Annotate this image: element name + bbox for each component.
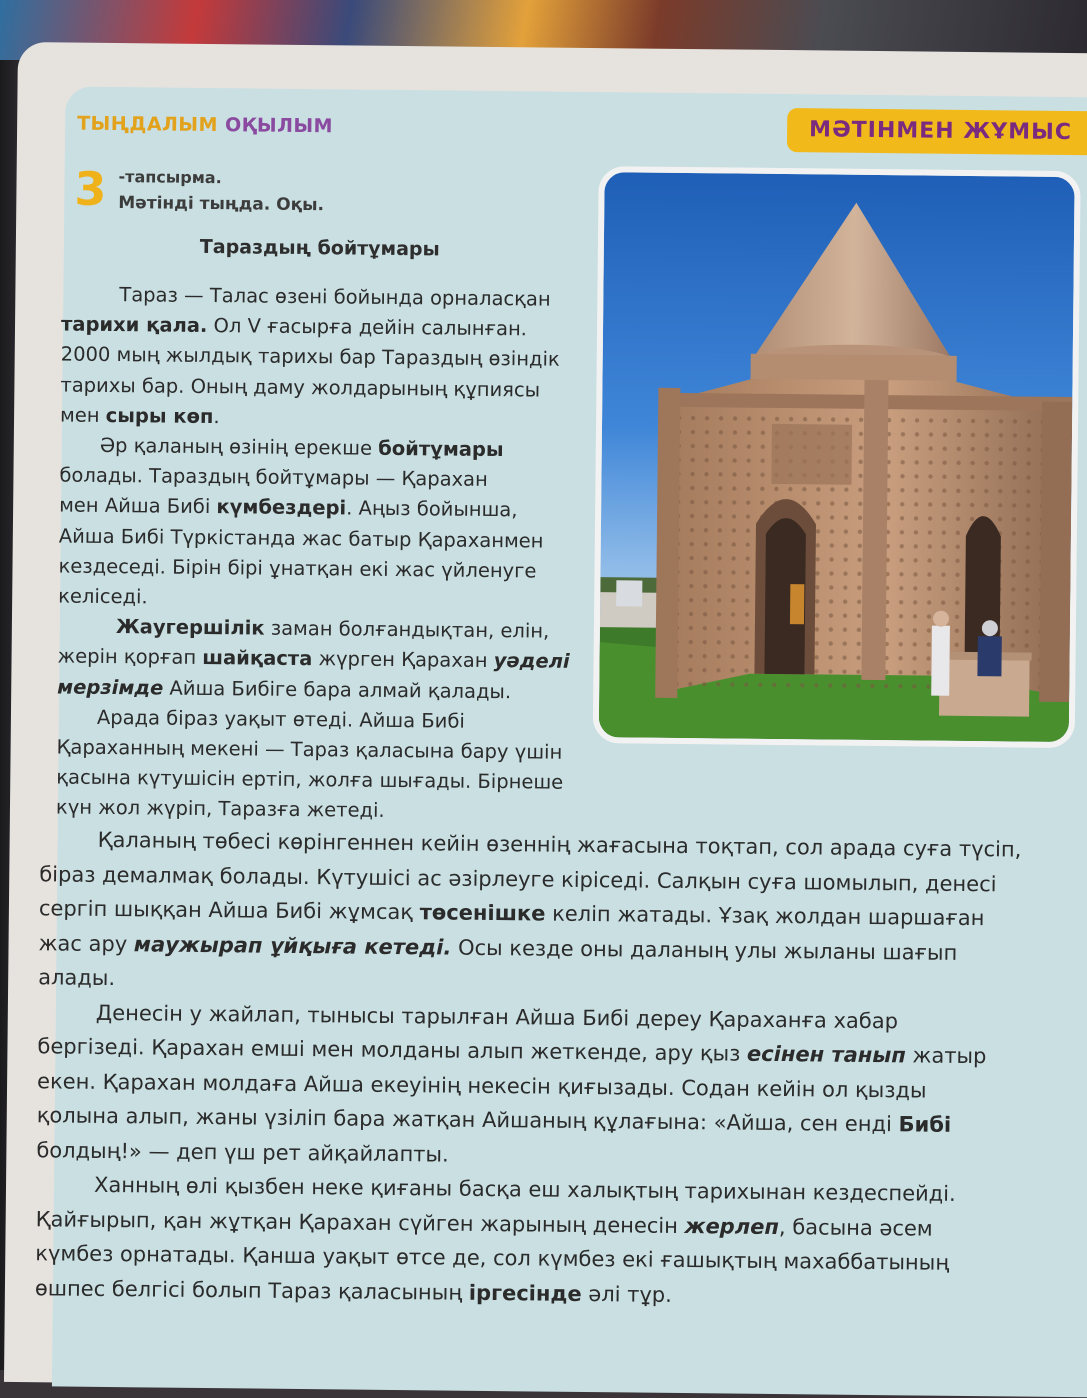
paragraph-column-full <box>35 822 1022 1315</box>
mausoleum-photo <box>593 166 1081 748</box>
text-segment: заман болғандықтан, елін, <box>264 616 550 643</box>
text-segment: Әр қаланың өзінің ерекше <box>99 433 379 460</box>
text-segment: келіседі. <box>58 584 148 609</box>
text-line <box>57 642 569 678</box>
text-segment: келіп жатады. Ұзақ жолдан шаршаған <box>545 901 985 931</box>
text-segment: бергізеді. Қарахан емші мен молданы алып жеткенде, ару қыз <box>37 1034 748 1066</box>
text-segment: Тараз — Талас өзені бойында орналасқан <box>119 283 551 311</box>
bold-term: Бибі <box>898 1112 952 1137</box>
text-segment: , басына әсем <box>778 1214 933 1241</box>
text-segment: 2000 мың жылдық тарихы бар Тараздың өзіндік <box>60 342 560 372</box>
text-segment: Қаланың төбесі көрінгеннен кейін өзеннің жағасына тоқтап, сол арада суға түсіп, <box>97 827 1022 862</box>
text-segment: болады. Тараздың бойтұмары — Қарахан <box>59 463 488 492</box>
text-segment: қолына алып, жаны үзіліп бара жатқан Айшаның құлағына: «Айша, сен енді <box>36 1103 899 1137</box>
text-segment: жатыр <box>905 1043 987 1069</box>
task-number: 3 <box>74 161 107 216</box>
paragraph-column-left <box>56 279 574 828</box>
textbook-page <box>4 42 1087 1393</box>
text-segment: алады. <box>38 965 116 991</box>
bold-term: шайқаста <box>202 646 313 671</box>
mausoleum-illustration <box>599 172 1075 742</box>
text-segment: . <box>213 404 220 428</box>
text-segment: күн жол жүріп, Таразға жетеді. <box>55 795 385 823</box>
text-segment: сергіп шыққан Айша Бибі жұмсақ <box>38 896 420 925</box>
text-segment: Ханның өлі қызбен неке қиғаны басқа еш халықтың тарихынан кездеспейді. <box>93 1172 956 1206</box>
text-segment: Айша Бибі Түркістанда жас батыр Қараханмен <box>58 524 544 553</box>
text-segment: әлі тұр. <box>581 1281 672 1307</box>
section-label-reading: ОҚЫЛЫМ <box>224 114 334 138</box>
text-segment: жерін қорғап <box>57 644 203 670</box>
text-segment: біраз демалмақ болады. Күтушісі ас әзірлеуге кіріседі. Салқын суға шомылып, денесі <box>39 861 997 896</box>
text-segment: Қайғырып, қан жұтқан Қарахан сүйген жарының денесін <box>35 1206 685 1238</box>
text-segment: Осы кезде оны даланың улы жыланы шағып <box>451 935 958 965</box>
section-label <box>77 113 333 138</box>
bold-term: Жаугершілік <box>115 615 265 640</box>
text-segment: Арада біраз уақыт өтеді. Айша Бибі <box>96 705 465 733</box>
text-title: Тараздың бойтұмары <box>199 235 440 261</box>
text-segment: Ол V ғасырға дейін салынған. <box>207 314 528 341</box>
italic-term: есінен танып <box>746 1041 906 1068</box>
bold-term: іргесінде <box>468 1280 582 1306</box>
bold-term: күмбездері <box>216 495 347 520</box>
text-line <box>61 340 573 376</box>
text-segment: күмбез орнатады. Қанша уақыт өтсе де, сол күмбез екі ғашықтың махаббатының <box>35 1241 950 1275</box>
italic-term: мерзімде <box>57 675 164 700</box>
text-segment: өшпес белгісі болып Тараз қаласының <box>34 1275 469 1305</box>
text-segment: жүрген Қарахан <box>312 647 494 673</box>
text-segment: мен <box>59 403 106 427</box>
section-label-listening: ТЫҢДАЛЫМ <box>77 112 219 137</box>
text-segment: екен. Қарахан молдаға Айша екеуінің некесін қиғызады. Содан кейін ол қызды <box>36 1068 927 1103</box>
text-segment: Қараханның мекені — Тараз қаласына бару үшін <box>56 735 563 764</box>
italic-term: маужырап ұйқыға кетеді. <box>133 931 452 960</box>
text-segment: Денесін у жайлап, тынысы тарылған Айша Бибі дереу Қараханға хабар <box>95 1000 899 1033</box>
text-segment: . Аңыз бойынша, <box>346 496 518 522</box>
task-suffix: -тапсырма. <box>118 167 222 188</box>
bold-term: төсенішке <box>419 900 546 926</box>
bold-term: тарихи қала. <box>60 312 208 338</box>
section-banner: МӘТІНМЕН ЖҰМЫС <box>787 108 1087 155</box>
text-segment: Айша Бибіге бара алмай қалады. <box>163 676 512 703</box>
text-segment: жас ару <box>38 930 135 956</box>
text-segment: кездеседі. Бірін бірі ұнатқан екі жас үйленуге <box>58 554 537 583</box>
bold-term: сыры көп <box>105 403 214 428</box>
text-segment: қасына күтушісін ертіп, жолға шығады. Бірнеше <box>56 765 564 794</box>
bold-term: бойтұмары <box>378 436 504 462</box>
italic-term: уәделі <box>493 649 570 674</box>
task-instruction: Мәтінді тыңда. Оқы. <box>118 193 325 216</box>
italic-term: жерлеп <box>684 1213 780 1239</box>
text-line <box>59 491 571 527</box>
text-segment: тарихы бар. Оның даму жолдарының құпиясы <box>60 373 541 402</box>
text-segment: мен Айша Бибі <box>59 493 217 519</box>
text-segment: болдың!» — деп үш рет айқайлапты. <box>36 1137 449 1167</box>
